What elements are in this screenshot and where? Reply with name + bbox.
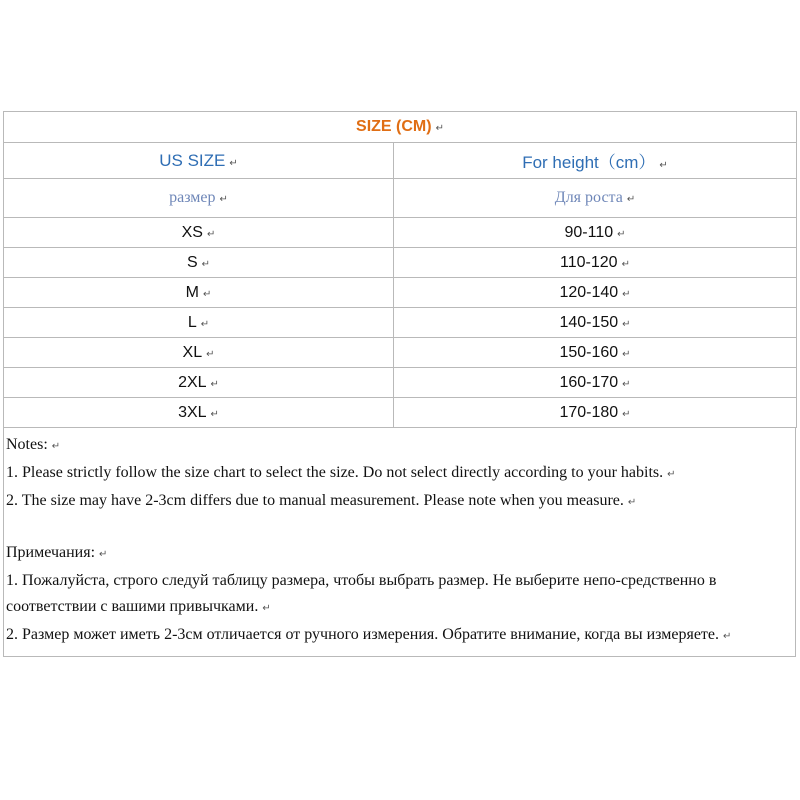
table-row (4, 218, 797, 248)
table-row (4, 368, 797, 398)
paragraph-mark-icon: ↵ (435, 123, 444, 134)
height-header: For height（cm） (522, 153, 656, 172)
height-cell: 90-110 (564, 223, 614, 241)
us-size-header: US SIZE (159, 150, 226, 170)
paragraph-mark-icon: ↵ (723, 631, 732, 642)
size-cell: S (186, 253, 198, 271)
paragraph-mark-icon: ↵ (622, 378, 631, 390)
paragraph-mark-icon: ↵ (622, 348, 631, 360)
paragraph-mark-icon: ↵ (622, 408, 631, 420)
paragraph-mark-icon: ↵ (206, 348, 215, 360)
paragraph-mark-icon: ↵ (627, 497, 637, 508)
notes-spacer (6, 516, 793, 540)
size-cell: XS (181, 223, 203, 241)
paragraph-mark-icon: ↵ (621, 258, 630, 270)
note-ru-2: 2. Размер может иметь 2-3см отличается от ручного измерения. Обратите внимание, когда вы измеряете. (6, 626, 720, 643)
size-cell: L (187, 313, 197, 331)
note-en-1: 1. Please strictly follow the size chart to select the size. Do not select directly according to your habits. (6, 464, 664, 481)
paragraph-mark-icon: ↵ (262, 603, 271, 614)
table-russian-header-row (4, 179, 797, 218)
size-cell: XL (182, 343, 203, 361)
size-cell: 2XL (178, 373, 207, 391)
paragraph-mark-icon: ↵ (210, 378, 219, 390)
paragraph-mark-icon: ↵ (51, 441, 61, 452)
table-header-row (4, 143, 797, 179)
paragraph-mark-icon: ↵ (626, 194, 636, 205)
paragraph-mark-icon: ↵ (202, 288, 212, 300)
paragraph-mark-icon: ↵ (201, 258, 211, 270)
note-ru-1: 1. Пожалуйста, строго следуй таблицу размера, чтобы выбрать размер. Не выберите непо-средственно в соответствии с вашими привычками. (6, 572, 717, 615)
size-chart (3, 111, 796, 657)
paragraph-mark-icon: ↵ (617, 228, 626, 240)
table-title: SIZE (CM) (356, 118, 432, 135)
paragraph-mark-icon: ↵ (219, 194, 228, 205)
ru-size-header: размер (169, 189, 216, 206)
table-title-row (4, 112, 797, 143)
table-row (4, 398, 797, 428)
size-cell: M (185, 283, 199, 301)
paragraph-mark-icon: ↵ (622, 318, 631, 330)
paragraph-mark-icon: ↵ (622, 288, 631, 300)
table-row (4, 308, 797, 338)
paragraph-mark-icon: ↵ (667, 469, 676, 480)
notes-heading-ru: Примечания: (6, 544, 96, 561)
note-en-2: 2. The size may have 2-3cm differs due to manual measurement. Please note when you measure. (6, 492, 624, 509)
ru-height-header: Для роста (554, 189, 623, 206)
size-table (3, 111, 797, 428)
paragraph-mark-icon: ↵ (210, 408, 219, 420)
height-cell: 110-120 (560, 253, 618, 271)
table-row (4, 248, 797, 278)
table-row (4, 338, 797, 368)
height-cell: 120-140 (559, 283, 619, 301)
size-cell: 3XL (178, 403, 207, 421)
paragraph-mark-icon: ↵ (200, 318, 210, 330)
height-cell: 140-150 (559, 313, 619, 331)
paragraph-mark-icon: ↵ (659, 160, 668, 171)
height-cell: 150-160 (559, 343, 619, 361)
paragraph-mark-icon: ↵ (229, 157, 238, 169)
paragraph-mark-icon: ↵ (206, 228, 216, 240)
notes-heading-en: Notes: (6, 436, 48, 453)
height-cell: 170-180 (559, 403, 619, 421)
table-row (4, 278, 797, 308)
paragraph-mark-icon: ↵ (99, 549, 108, 560)
notes-section (3, 428, 796, 657)
height-cell: 160-170 (559, 373, 619, 391)
